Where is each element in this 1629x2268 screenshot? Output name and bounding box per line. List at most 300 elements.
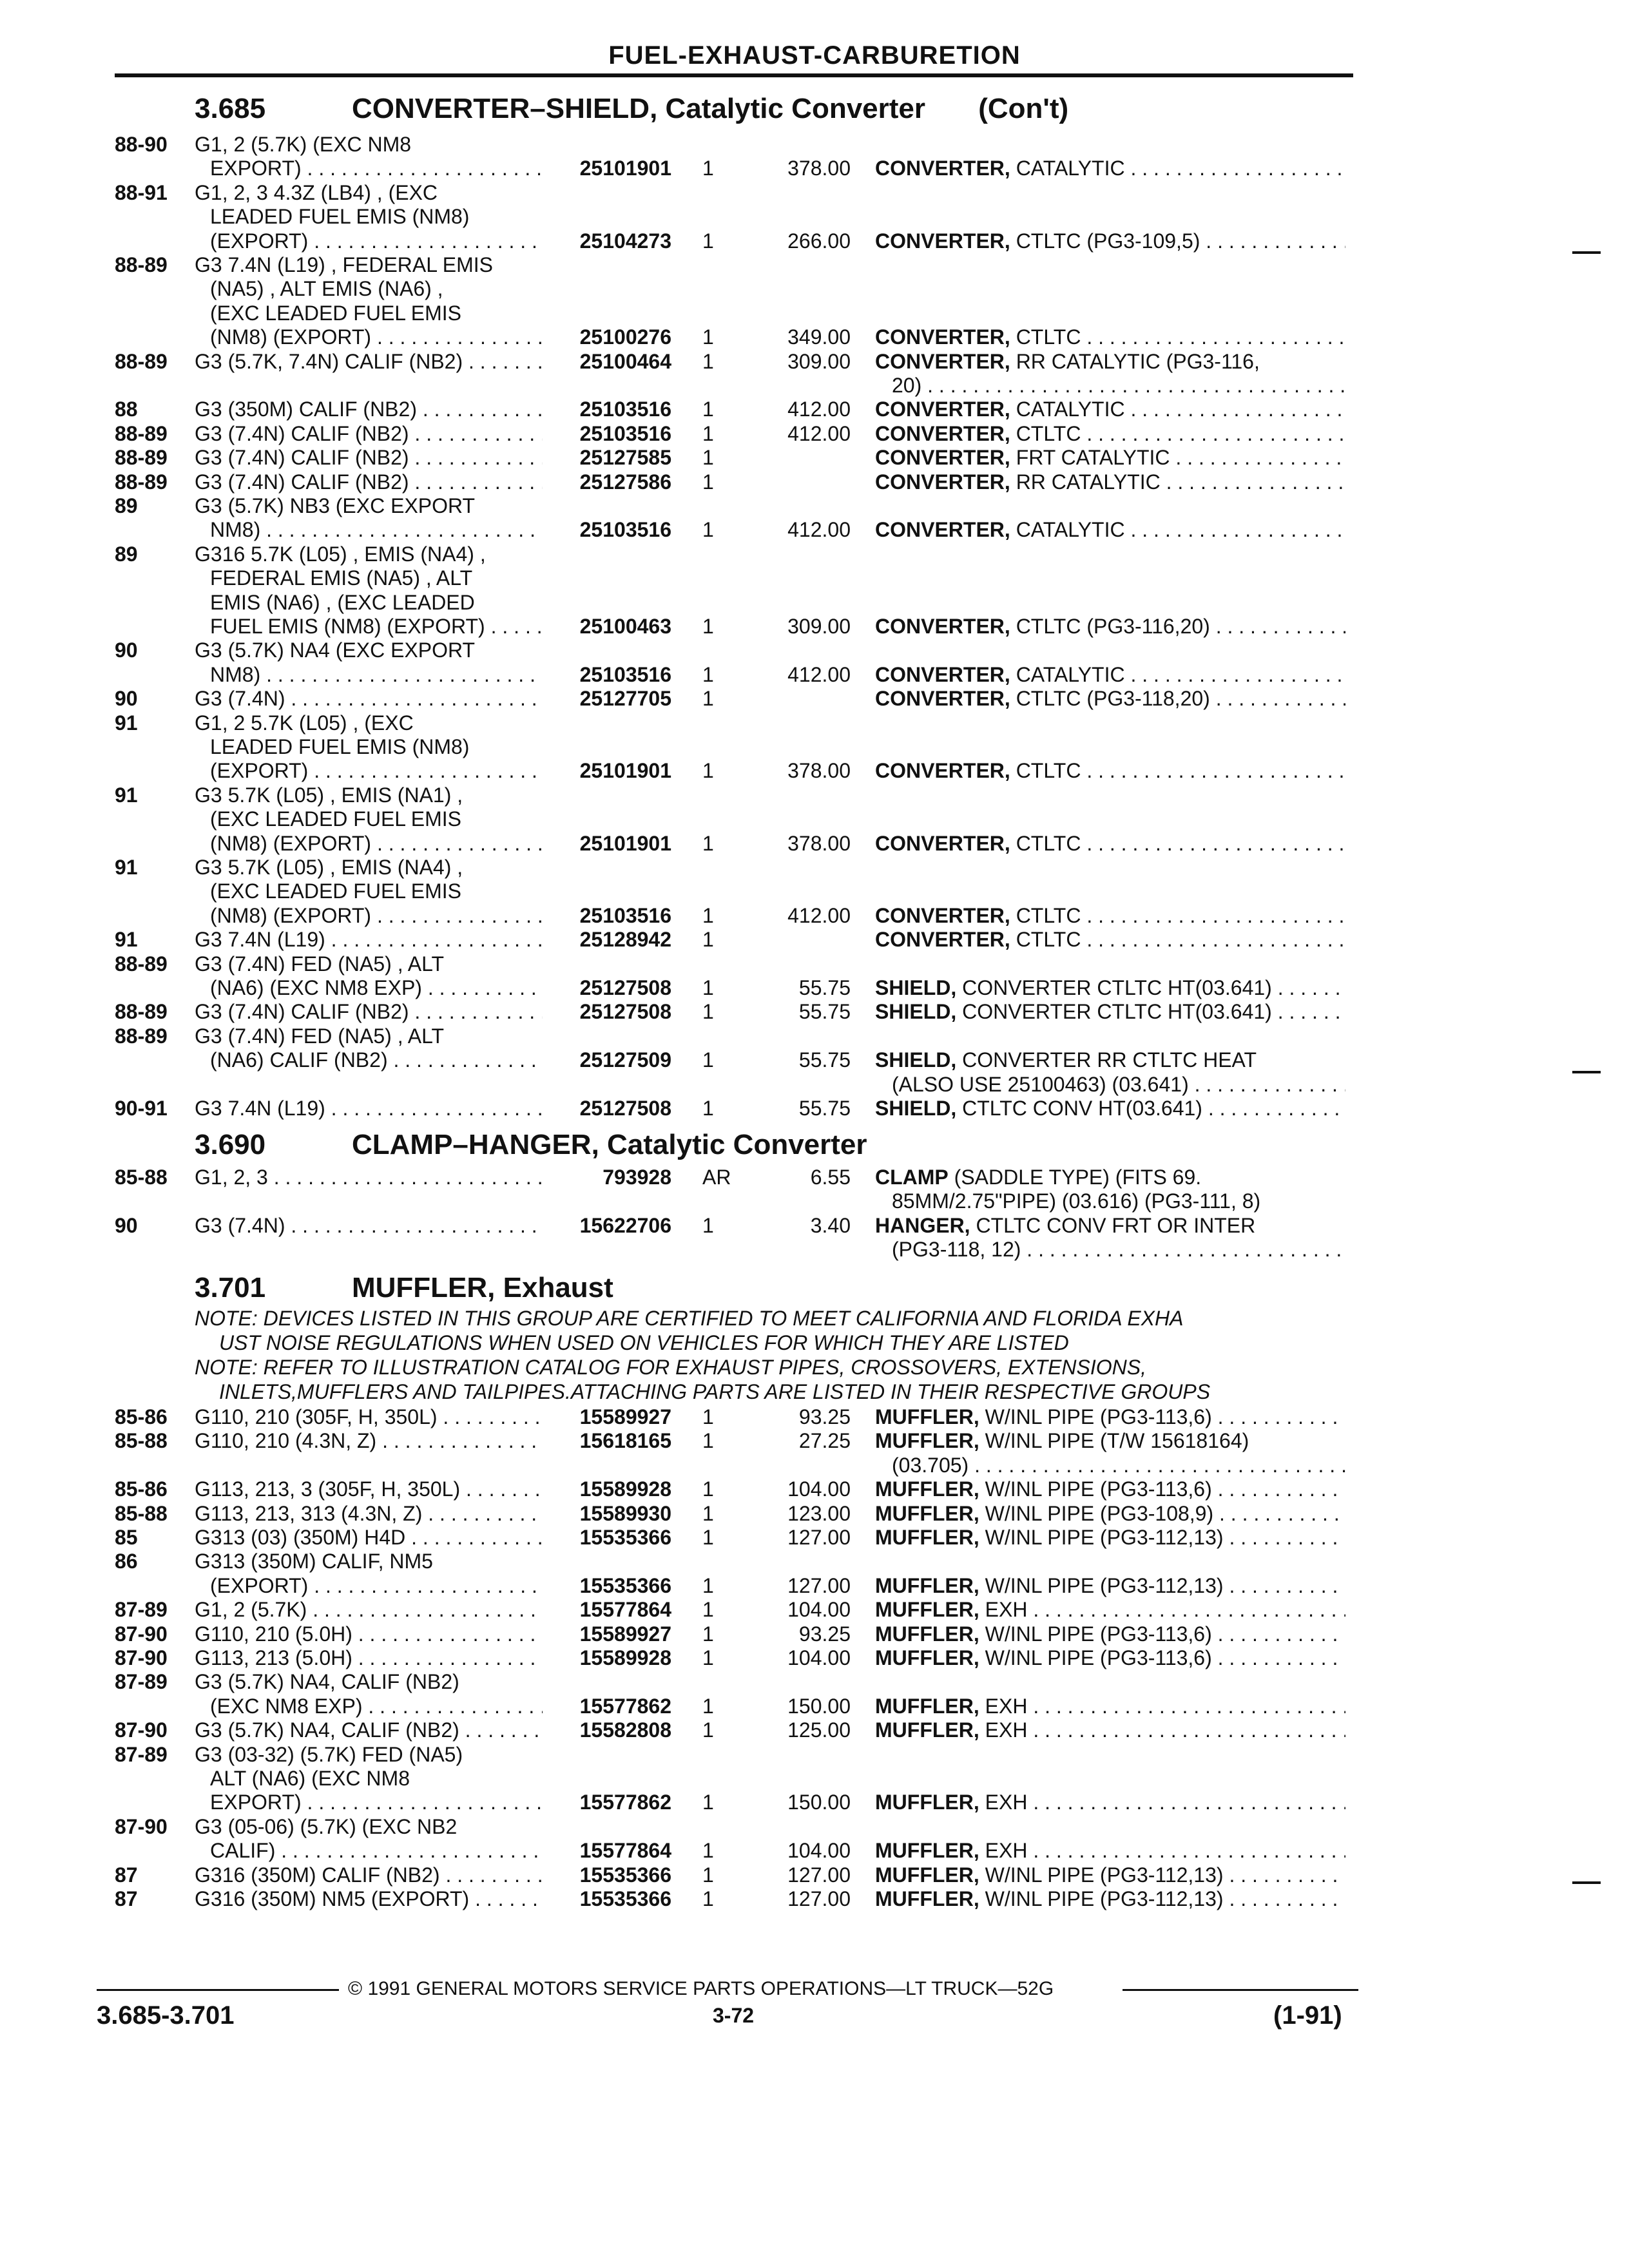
- section-subtitle: Exhaust: [503, 1272, 613, 1303]
- section-title-main: MUFFLER,: [352, 1272, 496, 1303]
- part-description: CTLTC (PG3-116,20) . . .: [1016, 615, 1345, 638]
- quantity: 1: [702, 759, 714, 783]
- quantity: 1: [702, 1526, 714, 1549]
- section-number: 3.690: [195, 1129, 266, 1160]
- model-year: 91: [115, 928, 138, 952]
- part-description: 20) . . .: [892, 374, 1345, 397]
- model-year: 90: [115, 687, 138, 711]
- application-description: G313 (350M) CALIF, NM5: [195, 1550, 433, 1573]
- part-description: CATALYTIC . . .: [1016, 398, 1345, 421]
- part-name-keyword: MUFFLER,: [875, 1646, 979, 1669]
- application-description: (NM8) (EXPORT) . . .: [210, 903, 543, 928]
- model-year: 87-90: [115, 1814, 168, 1838]
- part-row: [0, 1887, 1629, 1911]
- section-title: [352, 1129, 867, 1161]
- application-description: (EXC LEADED FUEL EMIS: [210, 301, 462, 325]
- part-description: W/INL PIPE (PG3-113,6) . . .: [985, 1622, 1345, 1646]
- part-row: [0, 204, 1629, 229]
- part-name-keyword: MUFFLER,: [875, 1694, 979, 1718]
- part-row: [0, 1189, 1629, 1213]
- part-number: 15622706: [579, 1213, 671, 1237]
- part-row: [0, 470, 1629, 494]
- application-description: G3 (7.4N) CALIF (NB2) . . .: [195, 445, 543, 470]
- part-number: 15589927: [579, 1405, 671, 1428]
- part-description: W/INL PIPE (PG3-113,6) . . .: [985, 1477, 1345, 1501]
- part-name-keyword: CONVERTER,: [875, 398, 1010, 421]
- part-row: [0, 855, 1629, 879]
- part-row: [0, 1814, 1629, 1839]
- part-row: [0, 711, 1629, 735]
- list-price: 412.00: [787, 421, 851, 445]
- model-year: 87: [115, 1863, 138, 1887]
- part-row: [0, 952, 1629, 976]
- part-row: [0, 783, 1629, 807]
- part-name: [875, 229, 1345, 253]
- part-number: 15535366: [579, 1887, 671, 1910]
- list-price: 93.25: [798, 1405, 851, 1428]
- part-description: (03.705) . . .: [892, 1454, 1345, 1477]
- part-number: 25127585: [579, 446, 671, 470]
- part-name: [875, 325, 1345, 349]
- part-row: [0, 1694, 1629, 1718]
- part-row: [0, 1072, 1629, 1097]
- application-description: G3 (7.4N) FED (NA5) , ALT: [195, 1024, 445, 1048]
- part-row: [0, 229, 1629, 253]
- part-name-keyword: CONVERTER,: [875, 928, 1010, 952]
- part-name: [875, 758, 1345, 783]
- application-description: G3 7.4N (L19) . . .: [195, 1096, 543, 1120]
- application-description: EMIS (NA6) , (EXC LEADED: [210, 590, 475, 614]
- part-description: (ALSO USE 25100463) (03.641) . . .: [892, 1073, 1345, 1096]
- application-description: G3 (350M) CALIF (NB2) . . .: [195, 397, 543, 421]
- application-description: G3 (7.4N) . . .: [195, 686, 543, 711]
- part-description: W/INL PIPE (T/W 15618164): [985, 1429, 1249, 1453]
- part-name-keyword: CONVERTER,: [875, 831, 1010, 855]
- section-subtitle: Catalytic Converter: [607, 1129, 867, 1160]
- application-description: FEDERAL EMIS (NA5) , ALT: [210, 566, 473, 590]
- quantity: 1: [702, 1213, 714, 1237]
- part-number: 25101901: [579, 831, 671, 855]
- part-row: [0, 494, 1629, 518]
- part-description: EXH . . .: [985, 1695, 1345, 1718]
- part-row: [0, 253, 1629, 277]
- part-row: [0, 276, 1629, 301]
- part-description: CTLTC . . .: [1016, 904, 1345, 927]
- part-row: [0, 975, 1629, 1000]
- application-description: (EXPORT) . . .: [210, 758, 543, 783]
- part-number: 15589927: [579, 1622, 671, 1646]
- part-row: [0, 903, 1629, 928]
- model-year: 88-89: [115, 349, 168, 373]
- part-name: [875, 1165, 1345, 1189]
- part-row: [0, 301, 1629, 325]
- part-number: 25127586: [579, 470, 671, 494]
- part-row: [0, 879, 1629, 903]
- part-number: 15535366: [579, 1526, 671, 1549]
- application-description: G1, 2 (5.7K) (EXC NM8: [195, 133, 412, 156]
- part-row: [0, 1790, 1629, 1814]
- part-name-keyword: MUFFLER,: [875, 1429, 979, 1453]
- list-price: 378.00: [787, 157, 851, 180]
- application-description: G3 (5.7K) NB3 (EXC EXPORT: [195, 494, 476, 517]
- section-continued-label: (Con't): [978, 93, 1069, 124]
- part-name: [875, 1048, 1345, 1072]
- part-description: W/INL PIPE (PG3-112,13) . . .: [985, 1526, 1345, 1549]
- model-year: 85-86: [115, 1405, 168, 1428]
- part-number: 25128942: [579, 928, 671, 952]
- part-row: [0, 927, 1629, 952]
- part-row: [0, 758, 1629, 783]
- quantity: 1: [702, 470, 714, 494]
- part-name: [875, 1096, 1345, 1120]
- part-name: [875, 999, 1345, 1024]
- part-name-keyword: MUFFLER,: [875, 1839, 979, 1863]
- quantity: 1: [702, 349, 714, 373]
- part-number: 25100463: [579, 615, 671, 638]
- part-number: 25103516: [579, 398, 671, 421]
- model-year: 91: [115, 856, 138, 879]
- part-name-keyword: CONVERTER,: [875, 662, 1010, 686]
- part-description: CTLTC (PG3-109,5) . . .: [1016, 229, 1345, 253]
- quantity: 1: [702, 1887, 714, 1910]
- part-number: 15577862: [579, 1694, 671, 1718]
- application-description: G3 (05-06) (5.7K) (EXC NB2: [195, 1814, 458, 1838]
- quantity: 1: [702, 1598, 714, 1622]
- margin-mark: [1572, 251, 1601, 254]
- part-number: 25101901: [579, 157, 671, 180]
- part-description: (PG3-118, 12) . . .: [892, 1238, 1345, 1261]
- part-description: (SADDLE TYPE) (FITS 69.: [954, 1166, 1202, 1189]
- part-row: [0, 831, 1629, 856]
- note-line: NOTE: REFER TO ILLUSTRATION CATALOG FOR EXHAUST PIPES, CROSSOVERS, EXTENSIONS,: [195, 1356, 1146, 1379]
- part-description: CTLTC CONV FRT OR INTER: [976, 1213, 1256, 1237]
- model-year: 85-88: [115, 1429, 168, 1453]
- quantity: 1: [702, 687, 714, 711]
- part-name: [892, 373, 1345, 398]
- part-number: 15589930: [579, 1501, 671, 1525]
- part-name: [875, 421, 1345, 446]
- application-description: (EXC NM8 EXP) . . .: [210, 1694, 543, 1718]
- part-description: CTLTC . . .: [1016, 832, 1345, 855]
- list-price: 378.00: [787, 759, 851, 783]
- quantity: 1: [702, 1839, 714, 1863]
- part-name-keyword: SHIELD,: [875, 976, 957, 999]
- application-description: CALIF) . . .: [210, 1838, 543, 1863]
- part-description: CONVERTER RR CTLTC HEAT: [962, 1048, 1257, 1072]
- quantity: 1: [702, 1501, 714, 1525]
- list-price: 123.00: [787, 1501, 851, 1525]
- quantity: 1: [702, 1000, 714, 1024]
- part-name-keyword: CONVERTER,: [875, 518, 1010, 542]
- part-description: CONVERTER CTLTC HT(03.641) . . .: [962, 976, 1345, 999]
- application-description: G316 (350M) CALIF (NB2) . . .: [195, 1863, 543, 1887]
- model-year: 88-89: [115, 421, 168, 445]
- part-name: [875, 1622, 1345, 1646]
- application-description: G3 (7.4N) CALIF (NB2) . . .: [195, 470, 543, 494]
- quantity: 1: [702, 831, 714, 855]
- application-description: G1, 2 (5.7K) . . .: [195, 1597, 543, 1622]
- model-year: 88-89: [115, 446, 168, 470]
- model-year: 86: [115, 1550, 138, 1573]
- part-row: [0, 1453, 1629, 1477]
- application-description: G110, 210 (4.3N, Z) . . .: [195, 1428, 543, 1453]
- quantity: 1: [702, 229, 714, 253]
- part-row: [0, 1213, 1629, 1238]
- application-description: (NA6) (EXC NM8 EXP) . . .: [210, 975, 543, 1000]
- quantity: 1: [702, 325, 714, 349]
- section-subtitle: Catalytic Converter: [665, 93, 926, 124]
- part-name-keyword: MUFFLER,: [875, 1887, 979, 1910]
- part-name: [875, 1694, 1345, 1718]
- model-year: 87-90: [115, 1718, 168, 1742]
- part-description: FRT CATALYTIC . . .: [1016, 446, 1345, 469]
- model-year: 88-89: [115, 253, 168, 276]
- list-price: 125.00: [787, 1718, 851, 1742]
- part-number: 15582808: [579, 1718, 671, 1742]
- list-price: 309.00: [787, 615, 851, 638]
- part-row: [0, 735, 1629, 759]
- part-number: 25103516: [579, 662, 671, 686]
- application-description: (NM8) (EXPORT) . . .: [210, 831, 543, 856]
- application-description: G1, 2, 3 . . .: [195, 1165, 543, 1189]
- part-number: 15535366: [579, 1573, 671, 1597]
- part-row: [0, 1718, 1629, 1742]
- part-name-keyword: MUFFLER,: [875, 1791, 979, 1814]
- part-name: [875, 686, 1345, 711]
- part-name-keyword: MUFFLER,: [875, 1598, 979, 1622]
- footer-date: (1-91): [1273, 2001, 1342, 2030]
- part-name-keyword: CONVERTER,: [875, 421, 1010, 445]
- section-title-main: CLAMP–HANGER,: [352, 1129, 599, 1160]
- quantity: 1: [702, 1048, 714, 1072]
- model-year: 90: [115, 1213, 138, 1237]
- application-description: G313 (03) (350M) H4D . . .: [195, 1525, 543, 1550]
- list-price: 55.75: [798, 1000, 851, 1024]
- part-name: [875, 927, 1345, 952]
- section-title-main: CONVERTER–SHIELD,: [352, 93, 658, 124]
- model-year: 85-88: [115, 1501, 168, 1525]
- application-description: G3 5.7K (L05) , EMIS (NA4) ,: [195, 856, 463, 879]
- part-name-keyword: CONVERTER,: [875, 229, 1010, 253]
- part-row: [0, 373, 1629, 398]
- part-name: [875, 1838, 1345, 1863]
- part-description: W/INL PIPE (PG3-113,6) . . .: [985, 1646, 1345, 1669]
- note-line: INLETS,MUFFLERS AND TAILPIPES.ATTACHING PARTS ARE LISTED IN THEIR RESPECTIVE GROUPS: [219, 1380, 1211, 1403]
- part-row: [0, 638, 1629, 662]
- list-price: 104.00: [787, 1477, 851, 1501]
- part-row: [0, 686, 1629, 711]
- margin-mark: [1572, 1881, 1601, 1884]
- application-description: (NA5) , ALT EMIS (NA6) ,: [210, 277, 443, 301]
- note-line: UST NOISE REGULATIONS WHEN USED ON VEHICLES FOR WHICH THEY ARE LISTED: [219, 1331, 1069, 1354]
- part-description: CTLTC . . .: [1016, 422, 1345, 445]
- part-name-keyword: SHIELD,: [875, 1097, 957, 1120]
- list-price: 127.00: [787, 1887, 851, 1910]
- part-description: CTLTC (PG3-118,20) . . .: [1016, 687, 1345, 710]
- model-year: 87-89: [115, 1742, 168, 1766]
- model-year: 90: [115, 639, 138, 662]
- part-name: [875, 470, 1345, 494]
- part-row: [0, 1669, 1629, 1694]
- application-description: G113, 213 (5.0H) . . .: [195, 1646, 543, 1670]
- section-title: [352, 1272, 613, 1304]
- list-price: 27.25: [798, 1429, 851, 1453]
- list-price: 127.00: [787, 1573, 851, 1597]
- application-description: G3 (7.4N) CALIF (NB2) . . .: [195, 421, 543, 446]
- part-description: EXH . . .: [985, 1598, 1345, 1621]
- quantity: 1: [702, 1718, 714, 1742]
- quantity: 1: [702, 1097, 714, 1120]
- part-description: CONVERTER CTLTC HT(03.641) . . .: [962, 1000, 1345, 1023]
- quantity: 1: [702, 421, 714, 445]
- part-row: [0, 445, 1629, 470]
- application-description: G3 (5.7K) NA4, CALIF (NB2): [195, 1670, 459, 1694]
- quantity: 1: [702, 662, 714, 686]
- part-name: [875, 1718, 1345, 1742]
- list-price: 412.00: [787, 518, 851, 542]
- list-price: 150.00: [787, 1791, 851, 1814]
- part-row: [0, 1766, 1629, 1791]
- part-number: 15589928: [579, 1477, 671, 1501]
- part-description: EXH . . .: [985, 1839, 1345, 1862]
- part-row: [0, 156, 1629, 180]
- model-year: 85: [115, 1526, 138, 1549]
- part-row: [0, 1405, 1629, 1429]
- model-year: 88-89: [115, 1024, 168, 1048]
- part-description: CTLTC . . .: [1016, 759, 1345, 782]
- list-price: 412.00: [787, 662, 851, 686]
- application-description: G3 (5.7K, 7.4N) CALIF (NB2) . . .: [195, 349, 543, 374]
- list-price: 55.75: [798, 976, 851, 999]
- application-description: G110, 210 (5.0H) . . .: [195, 1622, 543, 1646]
- part-description: EXH . . .: [985, 1791, 1345, 1814]
- quantity: 1: [702, 1622, 714, 1646]
- quantity: 1: [702, 1573, 714, 1597]
- part-row: [0, 590, 1629, 615]
- part-name-keyword: CONVERTER,: [875, 903, 1010, 927]
- part-row: [0, 349, 1629, 374]
- footer-copyright: © 1991 GENERAL MOTORS SERVICE PARTS OPERATIONS—LT TRUCK—52G: [348, 1978, 1054, 1999]
- part-name: [875, 975, 1345, 1000]
- application-description: LEADED FUEL EMIS (NM8): [210, 205, 470, 229]
- part-number: 15577864: [579, 1598, 671, 1622]
- list-price: 309.00: [787, 349, 851, 373]
- part-name: [875, 1573, 1345, 1598]
- part-row: [0, 1573, 1629, 1598]
- model-year: 88-89: [115, 470, 168, 494]
- model-year: 88-89: [115, 952, 168, 975]
- quantity: 1: [702, 157, 714, 180]
- part-name: [875, 1428, 1345, 1453]
- part-name: [875, 614, 1345, 639]
- application-description: G110, 210 (305F, H, 350L) . . .: [195, 1405, 543, 1429]
- part-row: [0, 397, 1629, 421]
- part-description: CATALYTIC . . .: [1016, 157, 1345, 180]
- part-name: [875, 903, 1345, 928]
- part-name: [875, 1501, 1345, 1526]
- part-description: W/INL PIPE (PG3-112,13) . . .: [985, 1574, 1345, 1597]
- part-row: [0, 1024, 1629, 1048]
- list-price: 6.55: [810, 1166, 851, 1189]
- part-row: [0, 1165, 1629, 1189]
- part-row: [0, 1646, 1629, 1670]
- application-description: G3 7.4N (L19) , FEDERAL EMIS: [195, 253, 493, 276]
- model-year: 91: [115, 783, 138, 807]
- application-description: G3 5.7K (L05) , EMIS (NA1) ,: [195, 783, 463, 807]
- part-number: 25127509: [579, 1048, 671, 1072]
- list-price: 3.40: [810, 1213, 851, 1237]
- part-row: [0, 807, 1629, 831]
- part-name: [875, 1597, 1345, 1622]
- part-name-keyword: MUFFLER,: [875, 1573, 979, 1597]
- part-description: CTLTC . . .: [1016, 325, 1345, 349]
- model-year: 88-91: [115, 180, 168, 204]
- quantity: 1: [702, 398, 714, 421]
- model-year: 87-89: [115, 1598, 168, 1622]
- quantity: 1: [702, 976, 714, 999]
- list-price: 104.00: [787, 1598, 851, 1622]
- part-number: 25127508: [579, 1097, 671, 1120]
- part-number: 793928: [602, 1166, 671, 1189]
- part-name: [875, 1863, 1345, 1887]
- part-row: [0, 1501, 1629, 1526]
- part-description: W/INL PIPE (PG3-108,9) . . .: [985, 1502, 1345, 1525]
- list-price: 104.00: [787, 1839, 851, 1863]
- quantity: 1: [702, 903, 714, 927]
- application-description: ALT (NA6) (EXC NM8: [210, 1767, 410, 1790]
- part-row: [0, 614, 1629, 639]
- application-description: G3 (7.4N) FED (NA5) , ALT: [195, 952, 445, 975]
- quantity: 1: [702, 1477, 714, 1501]
- application-description: G3 (7.4N) CALIF (NB2) . . .: [195, 999, 543, 1024]
- part-name: [875, 1887, 1345, 1911]
- note-line: NOTE: DEVICES LISTED IN THIS GROUP ARE CERTIFIED TO MEET CALIFORNIA AND FLORIDA EXHA: [195, 1307, 1184, 1330]
- part-name-keyword: MUFFLER,: [875, 1622, 979, 1646]
- margin-mark: [1572, 1071, 1601, 1073]
- section-number: 3.685: [195, 93, 266, 124]
- quantity: AR: [702, 1166, 731, 1189]
- quantity: 1: [702, 518, 714, 542]
- part-name: [875, 1646, 1345, 1670]
- model-year: 85-88: [115, 1166, 168, 1189]
- part-row: [0, 1237, 1629, 1262]
- list-price: 266.00: [787, 229, 851, 253]
- model-year: 89: [115, 542, 138, 566]
- part-number: 25127508: [579, 976, 671, 999]
- part-description: 85MM/2.75"PIPE) (03.616) (PG3-111, 8): [892, 1189, 1261, 1213]
- part-description: W/INL PIPE (PG3-113,6) . . .: [985, 1405, 1345, 1428]
- part-name: [875, 397, 1345, 421]
- part-name-keyword: CONVERTER,: [875, 759, 1010, 783]
- application-description: G1, 2, 3 4.3Z (LB4) , (EXC: [195, 180, 438, 204]
- model-year: 89: [115, 494, 138, 517]
- part-row: [0, 999, 1629, 1024]
- part-name-keyword: MUFFLER,: [875, 1405, 979, 1428]
- application-description: G3 (5.7K) NA4, CALIF (NB2) . . .: [195, 1718, 543, 1742]
- part-row: [0, 1428, 1629, 1453]
- part-row: [0, 542, 1629, 566]
- part-number: 25103516: [579, 421, 671, 445]
- list-price: 349.00: [787, 325, 851, 349]
- part-row: [0, 132, 1629, 157]
- footer-section-range: 3.685-3.701: [97, 2001, 235, 2030]
- part-name: [875, 662, 1345, 687]
- part-number: 25104273: [579, 229, 671, 253]
- part-name: [875, 1405, 1345, 1429]
- part-number: 15535366: [579, 1863, 671, 1887]
- part-name-keyword: CONVERTER,: [875, 446, 1010, 470]
- part-name-keyword: MUFFLER,: [875, 1863, 979, 1887]
